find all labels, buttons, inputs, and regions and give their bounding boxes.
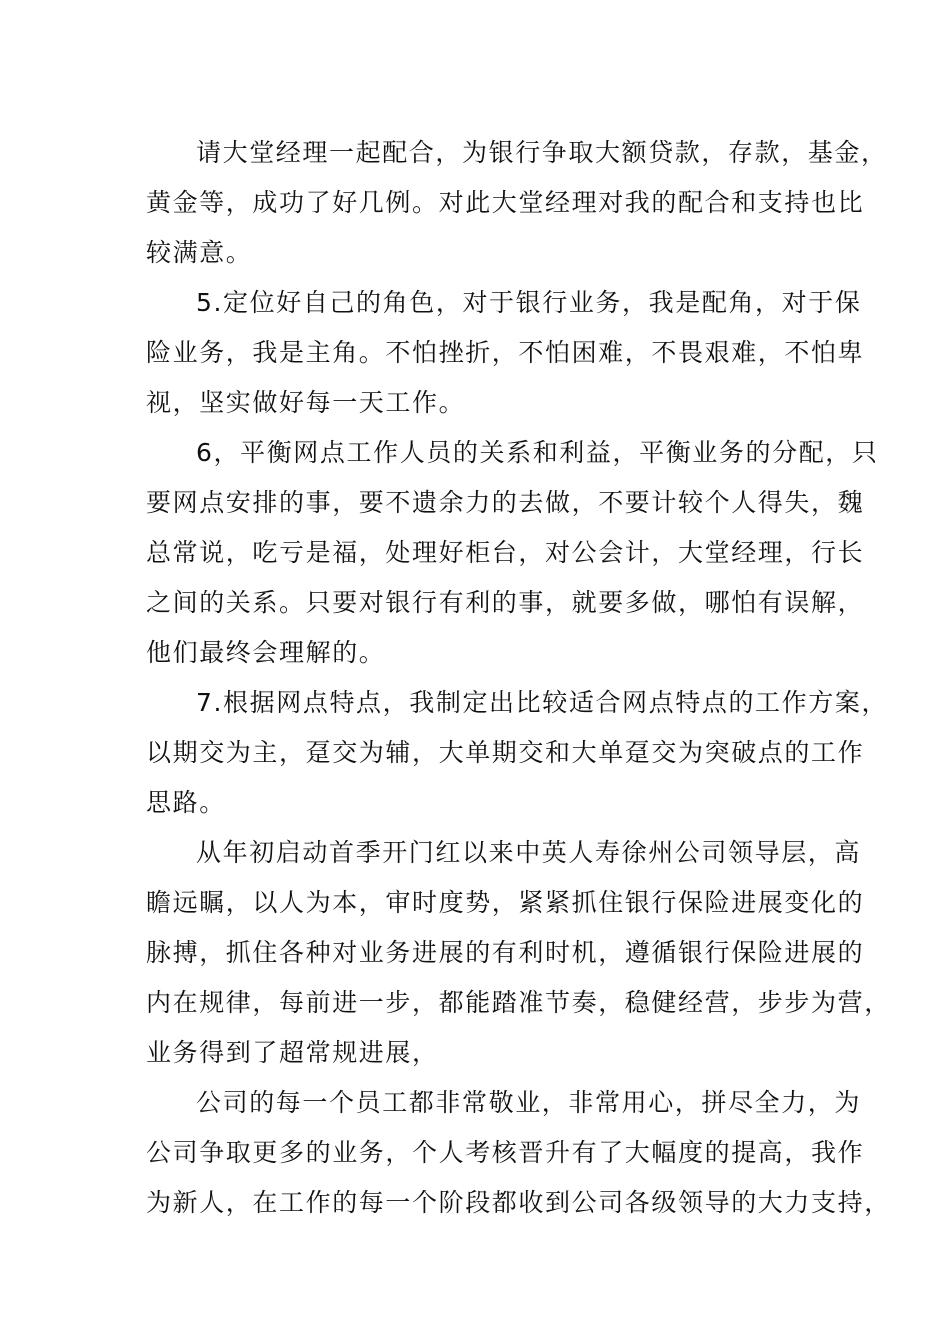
text-line: 公司争取更多的业务，个人考核晋升有了大幅度的提高，我作 (146, 1138, 865, 1167)
paragraph-1 (146, 128, 888, 278)
text-line: 险业务，我是主角。不怕挫折，不怕困难，不畏艰难，不怕卑 (146, 338, 865, 367)
text-line: 7.根据网点特点，我制定出比较适合网点特点的工作方案， (196, 688, 889, 717)
text-line: 黄金等，成功了好几例。对此大堂经理对我的配合和支持也比 (146, 188, 865, 217)
text-line: 之间的关系。只要对银行有利的事，就要多做，哪怕有误解， (146, 588, 865, 617)
paragraph-5 (146, 828, 891, 1078)
text-line: 业务得到了超常规进展， (146, 1038, 439, 1067)
document-body (146, 128, 891, 1228)
text-line: 以期交为主，趸交为辅，大单期交和大单趸交为突破点的工作 (146, 738, 865, 767)
paragraph-4 (146, 678, 889, 828)
text-line: 请大堂经理一起配合，为银行争取大额贷款，存款，基金， (196, 138, 888, 167)
text-line: 视，坚实做好每一天工作。 (146, 388, 466, 417)
paragraph-2 (146, 278, 865, 428)
text-line: 总常说，吃亏是福，处理好柜台，对公会计，大堂经理，行长 (146, 538, 865, 567)
paragraph-3 (146, 428, 879, 678)
text-line: 内在规律，每前进一步，都能踏准节奏，稳健经营，步步为营， (146, 988, 891, 1017)
text-line: 他们最终会理解的。 (146, 638, 386, 667)
text-line: 脉搏，抓住各种对业务进展的有利时机，遵循银行保险进展的 (146, 938, 865, 967)
text-line: 从年初启动首季开门红以来中英人寿徐州公司领导层，高 (196, 838, 862, 867)
text-line: 为新人，在工作的每一个阶段都收到公司各级领导的大力支持， (146, 1188, 891, 1217)
text-line: 思路。 (146, 788, 226, 817)
text-line: 6，平衡网点工作人员的关系和利益，平衡业务的分配，只 (196, 438, 879, 467)
text-line: 公司的每一个员工都非常敬业，非常用心，拼尽全力，为 (196, 1088, 862, 1117)
paragraph-6 (146, 1078, 891, 1228)
text-line: 要网点安排的事，要不遗余力的去做，不要计较个人得失，魏 (146, 488, 865, 517)
text-line: 较满意。 (146, 238, 253, 267)
text-line: 瞻远瞩，以人为本，审时度势，紧紧抓住银行保险进展变化的 (146, 888, 865, 917)
text-line: 5.定位好自己的角色，对于银行业务，我是配角，对于保 (196, 288, 862, 317)
